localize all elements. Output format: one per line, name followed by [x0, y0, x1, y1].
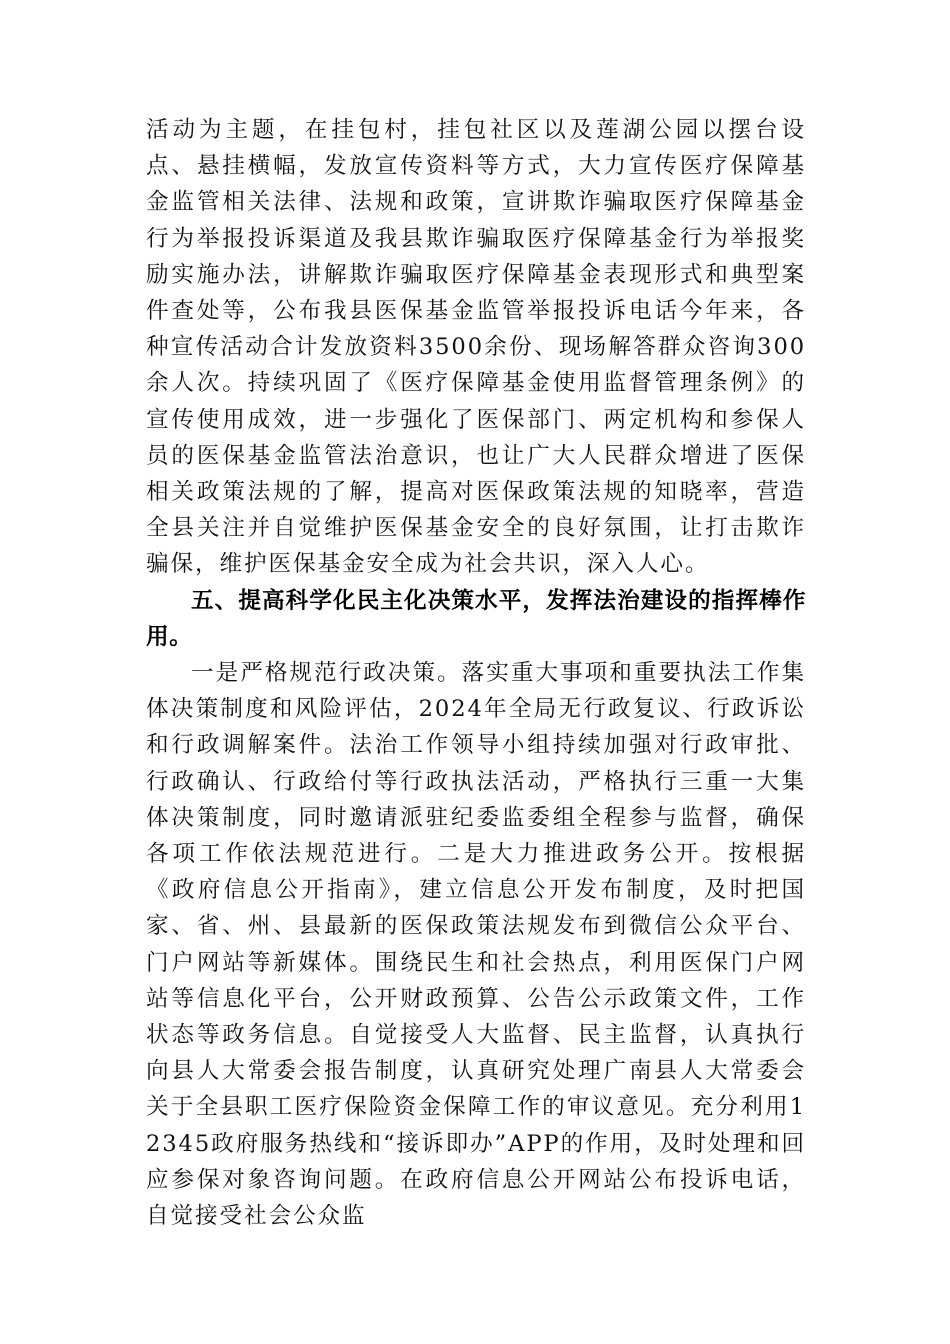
paragraph-publicity-activities: 活动为主题，在挂包村，挂包社区以及莲湖公园以摆台设点、悬挂横幅，发放宣传资料等方式，大力宣传医疗保障基金监管相关法律、法规和政策，宣讲欺诈骗取医疗保障基金行为举报投诉渠道及我县欺诈骗取医疗保障基金行为举报奖励实施办法，讲解欺诈骗取医疗保障基金表现形式和典型案件查处等，公布我县医保基金监管举报投诉电话今年来，各种宣传活动合计发放资料3500余份、现场解答群众咨询300余人次。持续巩固了《医疗保障基金使用监督管理条例》的宣传使用成效，进一步强化了医保部门、两定机构和参保人员的医保基金监管法治意识，也让广大人民群众增进了医保相关政策法规的了解，提高对医保政策法规的知晓率，营造全县关注并自觉维护医保基金安全的良好氛围，让打击欺诈骗保，维护医保基金安全成为社会共识，深入人心。 — [146, 117, 806, 578]
paragraph-administrative-decision: 一是严格规范行政决策。落实重大事项和重要执法工作集体决策制度和风险评估，2024年全局无行政复议、行政诉讼和行政调解案件。法治工作领导小组持续加强对行政审批、行政确认、行政给付等行政执法活动，严格执行三重一大集体决策制度，同时邀请派驻纪委监委组全程参与监督，确保各项工作依法规范进行。二是大力推进政务公开。按根据《政府信息公开指南》，建立信息公开发布制度，及时把国家、省、州、县最新的医保政策法规发布到微信公众平台、门户网站等新媒体。围绕民生和社会热点，利用医保门户网站等信息化平台，公开财政预算、公告公示政策文件，工作状态等政务信息。自觉接受人大监督、民主监督，认真执行向县人大常委会报告制度，认真研究处理广南县人大常委会关于全县职工医疗保险资金保障工作的审议意见。充分利用12345政府服务热线和“接诉即办”APP的作用，及时处理和回应参保对象咨询问题。在政府信息公开网站公布投诉电话，自觉接受社会公众监 — [146, 660, 806, 1230]
section-heading-five: 五、提高科学化民主化决策水平，发挥法治建设的指挥棒作用。 — [146, 587, 806, 650]
document-body — [146, 112, 806, 1234]
